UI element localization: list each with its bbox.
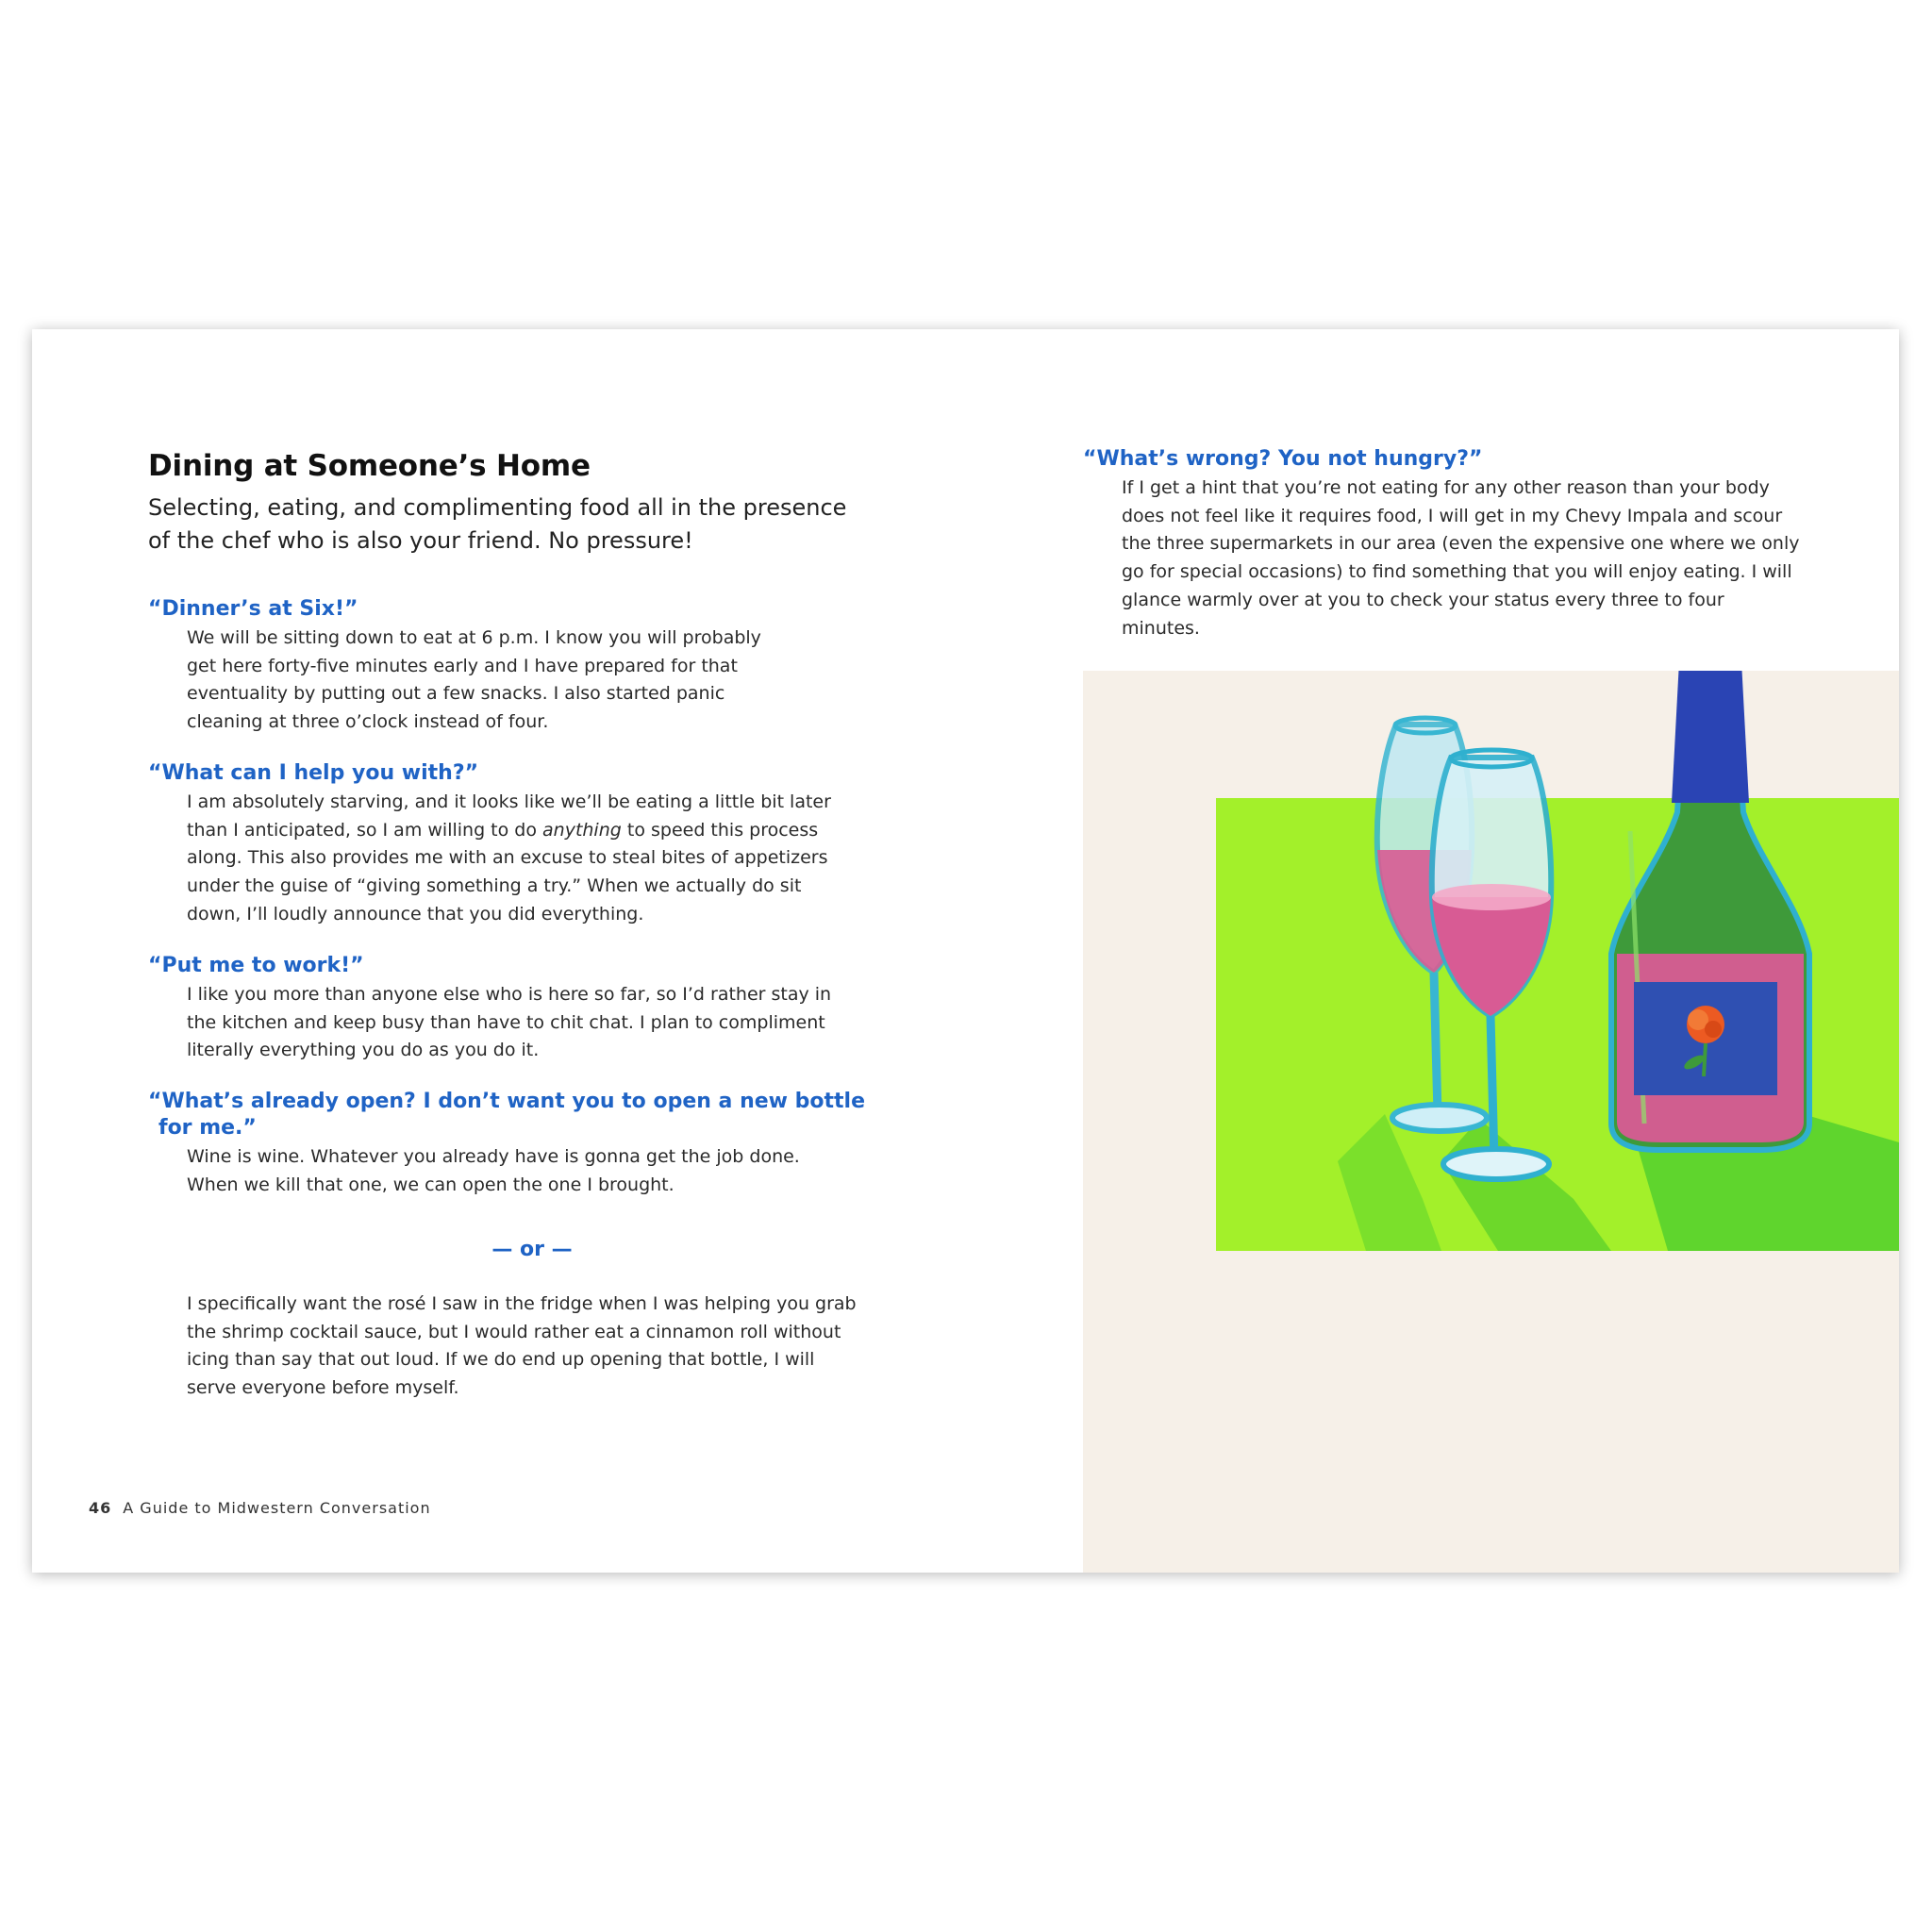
page-subtitle: Selecting, eating, and complimenting food all in the presence of the chef who is also your friend. No pressure!	[148, 494, 847, 554]
section-what-can-i-help	[148, 760, 884, 929]
emphasis-text: anything	[542, 819, 622, 841]
body-text: I am absolutely starving, and it looks like we’ll be eating a little bit later than I anticipated, so I am willing to do	[187, 791, 831, 841]
wine-illustration	[1083, 671, 1899, 1573]
bottle-neck-foil	[1672, 671, 1749, 803]
page-title: Dining at Someone’s Home	[148, 449, 591, 483]
heading-line: “What’s already open? I don’t want you to open a new bottle	[148, 1090, 865, 1113]
section-body: Wine is wine. Whatever you already have is gonna get the job done. When we kill that one, we can open the one I brought.	[187, 1146, 800, 1195]
section-alternate-answer	[148, 1289, 884, 1403]
section-heading: “Put me to work!”	[148, 954, 364, 977]
or-separator: — or —	[491, 1238, 573, 1261]
page-footer	[89, 1499, 431, 1517]
section-heading	[148, 1089, 884, 1141]
body-text: to speed this process along. This also provides me with an excuse to steal bites of appetizers under the guise of “giving something a try.” When we actually do sit down, I’ll loudly announce that you did everything.	[187, 819, 828, 924]
section-not-hungry	[1083, 446, 1828, 642]
section-heading: “What’s wrong? You not hungry?”	[1083, 447, 1483, 471]
section-body-alt: I specifically want the rosé I saw in the fridge when I was helping you grab the shrimp cocktail sauce, but I would rather eat a cinnamon roll without icing than say that out loud. If we do end up opening that bottle, I will serve everyone before myself.	[187, 1293, 857, 1399]
book-title: A Guide to Midwestern Conversation	[123, 1499, 431, 1517]
section-body: We will be sitting down to eat at 6 p.m. I know you will probably get here forty-five minutes early and I have prepared for that eventuality by putting out a few snacks. I also started panic cleaning at three o’clock instead of four.	[187, 627, 761, 733]
section-put-me-to-work	[148, 953, 884, 1065]
section-heading: “Dinner’s at Six!”	[148, 597, 358, 621]
page-number: 46	[89, 1499, 112, 1517]
section-heading: “What can I help you with?”	[148, 761, 479, 785]
section-body	[148, 789, 838, 929]
section-body: I like you more than anyone else who is here so far, so I’d rather stay in the kitchen and keep busy than have to chit chat. I plan to compliment literally everything you do as you do it.	[187, 984, 832, 1061]
section-whats-already-open	[148, 1089, 884, 1199]
heading-line-continued: for me.”	[158, 1116, 257, 1140]
section-dinners-at-six	[148, 596, 884, 737]
book-spread	[32, 329, 1899, 1573]
section-body: If I get a hint that you’re not eating for any other reason than your body does not feel like it requires food, I will get in my Chevy Impala and scour the three supermarkets in our area (even the expensive one where we only go for special occasions) to find something that you will enjoy eating. I will glance warmly over at you to check your status every three to four minutes.	[1122, 477, 1800, 639]
